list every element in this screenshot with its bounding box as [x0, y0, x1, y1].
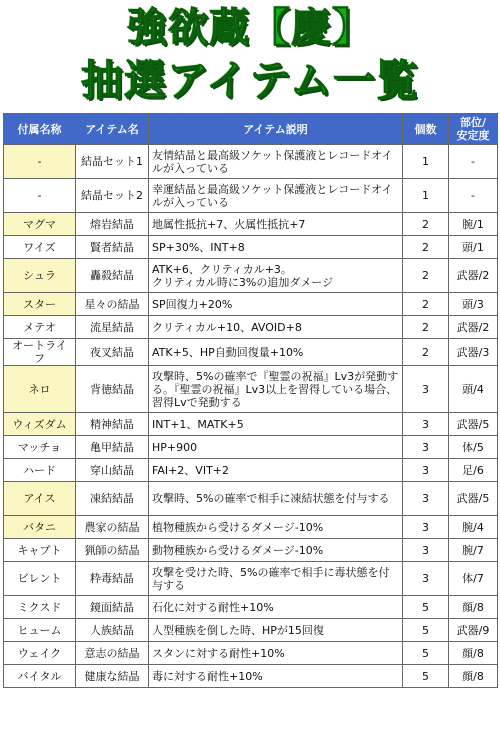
- cell-attach-name: ハード: [4, 459, 76, 482]
- table-row: [4, 562, 498, 596]
- cell-attach-name: シュラ: [4, 259, 76, 293]
- table-row: [4, 619, 498, 642]
- cell-slot: -: [449, 179, 498, 213]
- table-row: [4, 642, 498, 665]
- cell-item-name: 熔岩結晶: [76, 213, 149, 236]
- cell-attach-name: -: [4, 179, 76, 213]
- cell-slot: 顔/8: [449, 665, 498, 688]
- cell-slot: 頭/4: [449, 366, 498, 413]
- cell-item-name: 結晶セット1: [76, 145, 149, 179]
- cell-item-name: 人族結晶: [76, 619, 149, 642]
- col-header-name: アイテム名: [76, 114, 149, 145]
- cell-slot: 体/5: [449, 436, 498, 459]
- cell-item-name: 亀甲結晶: [76, 436, 149, 459]
- table-row: [4, 145, 498, 179]
- cell-qty: 3: [403, 459, 449, 482]
- cell-item-desc: HP+900: [149, 436, 403, 459]
- cell-slot: 武器/5: [449, 482, 498, 516]
- cell-attach-name: ミクスド: [4, 596, 76, 619]
- cell-item-desc: ATK+6、クリティカル+3。 クリティカル時に3%の追加ダメージ: [149, 259, 403, 293]
- cell-slot: 武器/5: [449, 413, 498, 436]
- cell-item-name: 精神結晶: [76, 413, 149, 436]
- cell-item-name: 鏡面結晶: [76, 596, 149, 619]
- cell-slot: 武器/3: [449, 339, 498, 366]
- cell-item-desc: 攻撃を受けた時、5%の確率で相手に毒状態を付与する: [149, 562, 403, 596]
- cell-slot: 武器/9: [449, 619, 498, 642]
- table-row: [4, 366, 498, 413]
- cell-qty: 5: [403, 642, 449, 665]
- col-header-qty: 個数: [403, 114, 449, 145]
- cell-item-desc: 地属性抵抗+7、火属性抵抗+7: [149, 213, 403, 236]
- cell-item-name: 穿山結晶: [76, 459, 149, 482]
- cell-item-desc: 友情結晶と最高級ソケット保護液とレコードオイルが入っている: [149, 145, 403, 179]
- cell-item-name: 背徳結晶: [76, 366, 149, 413]
- table-row: [4, 665, 498, 688]
- cell-item-desc: 攻撃時、5%の確率で相手に凍結状態を付与する: [149, 482, 403, 516]
- table-header-row: [4, 114, 498, 145]
- cell-slot: 頭/1: [449, 236, 498, 259]
- cell-item-desc: FAI+2、VIT+2: [149, 459, 403, 482]
- cell-slot: 顔/8: [449, 642, 498, 665]
- cell-qty: 3: [403, 562, 449, 596]
- cell-attach-name: バイタル: [4, 665, 76, 688]
- cell-item-desc: クリティカル+10、AVOID+8: [149, 316, 403, 339]
- cell-item-desc: ATK+5、HP自動回復量+10%: [149, 339, 403, 366]
- cell-slot: 顔/8: [449, 596, 498, 619]
- cell-qty: 2: [403, 339, 449, 366]
- cell-item-desc: スタンに対する耐性+10%: [149, 642, 403, 665]
- cell-attach-name: バタニ: [4, 516, 76, 539]
- cell-item-name: 賢者結晶: [76, 236, 149, 259]
- cell-attach-name: ワイズ: [4, 236, 76, 259]
- cell-item-desc: SP回復力+20%: [149, 293, 403, 316]
- cell-item-name: 流星結晶: [76, 316, 149, 339]
- cell-item-desc: INT+1、MATK+5: [149, 413, 403, 436]
- cell-item-desc: 攻撃時、5%の確率で『聖霊の祝福』Lv3が発動する。『聖霊の祝福』Lv3以上を習得している場合、習得Lvで発動する: [149, 366, 403, 413]
- cell-item-desc: SP+30%、INT+8: [149, 236, 403, 259]
- cell-attach-name: ヒューム: [4, 619, 76, 642]
- cell-item-name: 意志の結晶: [76, 642, 149, 665]
- cell-item-name: 結晶セット2: [76, 179, 149, 213]
- page-header: [0, 0, 500, 110]
- cell-qty: 1: [403, 179, 449, 213]
- cell-item-desc: 植物種族から受けるダメージ-10%: [149, 516, 403, 539]
- cell-slot: 足/6: [449, 459, 498, 482]
- table-row: [4, 259, 498, 293]
- cell-item-desc: 動物種族から受けるダメージ-10%: [149, 539, 403, 562]
- cell-attach-name: ネロ: [4, 366, 76, 413]
- table-row: [4, 516, 498, 539]
- cell-item-name: 健康な結晶: [76, 665, 149, 688]
- cell-slot: 頭/3: [449, 293, 498, 316]
- cell-slot: 腕/1: [449, 213, 498, 236]
- table-row: [4, 436, 498, 459]
- table-row: [4, 293, 498, 316]
- page-title: 強欲蔵【慶】: [127, 5, 373, 51]
- cell-attach-name: キャプト: [4, 539, 76, 562]
- cell-item-name: 猟師の結晶: [76, 539, 149, 562]
- cell-attach-name: オートライフ: [4, 339, 76, 366]
- cell-item-desc: 人型種族を倒した時、HPが15回復: [149, 619, 403, 642]
- col-header-slot: 部位/ 安定度: [449, 114, 498, 145]
- table-row: [4, 596, 498, 619]
- table-row: [4, 213, 498, 236]
- table-row: [4, 459, 498, 482]
- cell-item-name: 粋毒結晶: [76, 562, 149, 596]
- table-row: [4, 482, 498, 516]
- cell-qty: 1: [403, 145, 449, 179]
- cell-qty: 5: [403, 596, 449, 619]
- cell-slot: 腕/4: [449, 516, 498, 539]
- cell-qty: 3: [403, 436, 449, 459]
- cell-qty: 3: [403, 539, 449, 562]
- cell-attach-name: ウェイク: [4, 642, 76, 665]
- cell-item-name: 轟殺結晶: [76, 259, 149, 293]
- cell-qty: 3: [403, 516, 449, 539]
- cell-slot: -: [449, 145, 498, 179]
- cell-item-name: 凍結結晶: [76, 482, 149, 516]
- cell-item-desc: 石化に対する耐性+10%: [149, 596, 403, 619]
- cell-item-name: 農家の結晶: [76, 516, 149, 539]
- col-header-attach: 付属名称: [4, 114, 76, 145]
- item-table: [3, 113, 498, 688]
- cell-qty: 2: [403, 259, 449, 293]
- cell-attach-name: メテオ: [4, 316, 76, 339]
- cell-attach-name: -: [4, 145, 76, 179]
- cell-qty: 2: [403, 293, 449, 316]
- cell-slot: 武器/2: [449, 259, 498, 293]
- cell-qty: 3: [403, 482, 449, 516]
- cell-attach-name: マッチョ: [4, 436, 76, 459]
- cell-qty: 3: [403, 413, 449, 436]
- cell-attach-name: アイス: [4, 482, 76, 516]
- cell-slot: 体/7: [449, 562, 498, 596]
- cell-item-name: 星々の結晶: [76, 293, 149, 316]
- cell-qty: 2: [403, 213, 449, 236]
- cell-qty: 2: [403, 236, 449, 259]
- table-row: [4, 413, 498, 436]
- table-row: [4, 236, 498, 259]
- cell-attach-name: ビレント: [4, 562, 76, 596]
- cell-item-desc: 幸運結晶と最高級ソケット保護液とレコードオイルが入っている: [149, 179, 403, 213]
- cell-attach-name: スター: [4, 293, 76, 316]
- table-row: [4, 316, 498, 339]
- col-header-desc: アイテム説明: [149, 114, 403, 145]
- cell-item-desc: 毒に対する耐性+10%: [149, 665, 403, 688]
- cell-qty: 5: [403, 665, 449, 688]
- cell-slot: 武器/2: [449, 316, 498, 339]
- cell-qty: 3: [403, 366, 449, 413]
- page-subtitle: 抽選アイテム一覧: [80, 56, 420, 105]
- cell-slot: 腕/7: [449, 539, 498, 562]
- table-row: [4, 539, 498, 562]
- cell-attach-name: ウィズダム: [4, 413, 76, 436]
- cell-qty: 5: [403, 619, 449, 642]
- cell-qty: 2: [403, 316, 449, 339]
- table-row: [4, 339, 498, 366]
- cell-item-name: 夜叉結晶: [76, 339, 149, 366]
- cell-attach-name: マグマ: [4, 213, 76, 236]
- table-row: [4, 179, 498, 213]
